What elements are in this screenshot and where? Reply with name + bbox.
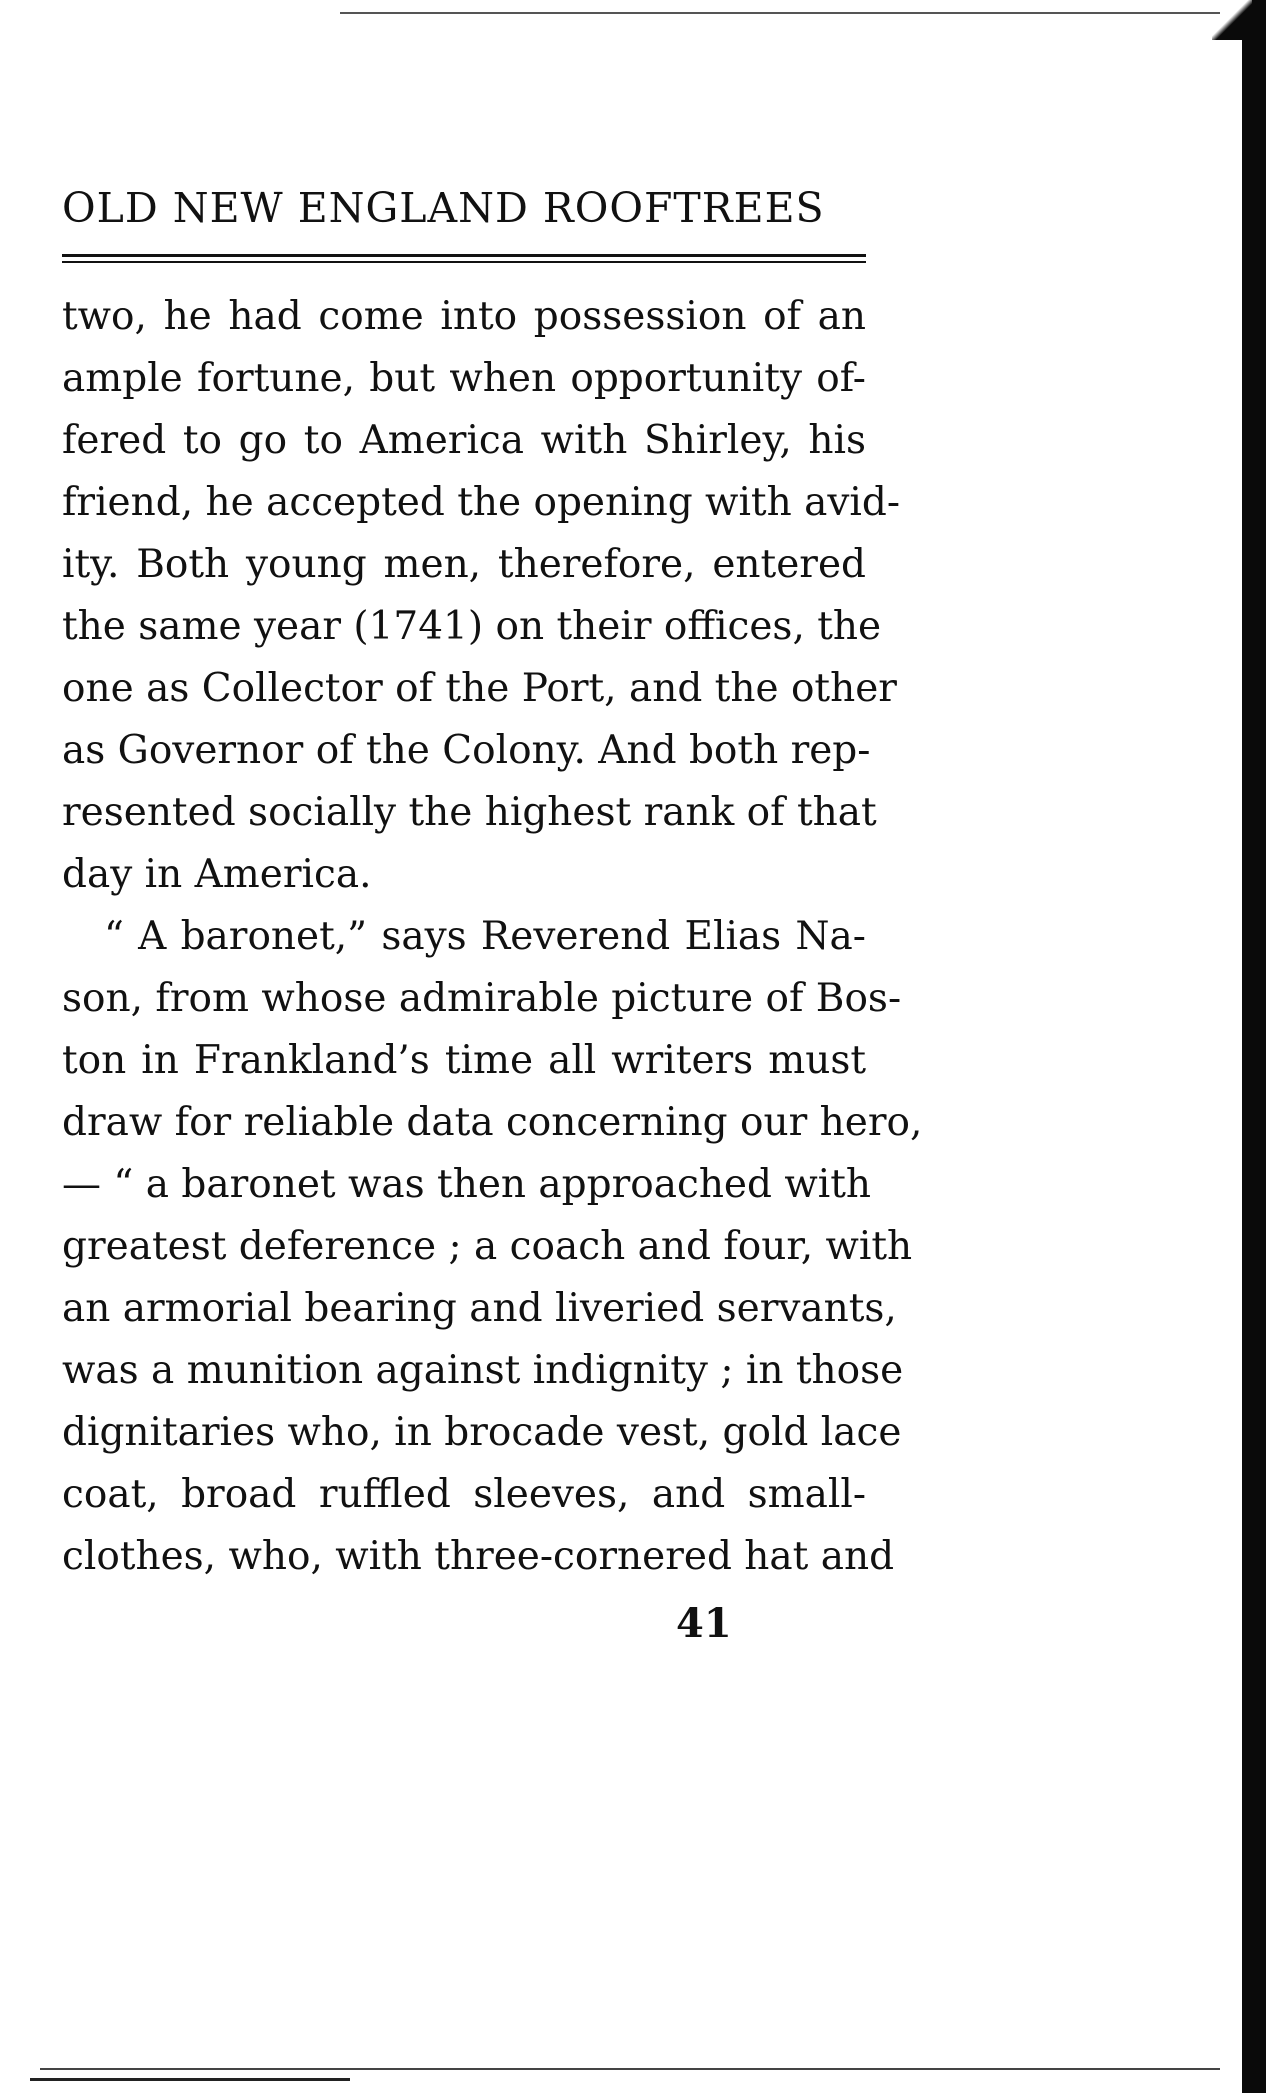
bottom-edge-line (40, 2068, 1220, 2070)
body-text (62, 286, 923, 1588)
text-line: the same year (1741) on their offices, the (62, 604, 882, 649)
text-line: friend, he accepted the opening with avid- (62, 480, 901, 525)
text-line: clothes, who, with three-cornered hat and (62, 1534, 895, 1579)
text-line: day in America. (62, 852, 372, 897)
text-line: as Governor of the Colony. And both rep- (62, 728, 871, 773)
page-edge-shadow (1242, 0, 1266, 2093)
text-line: ton in Frankland’s time all writers must (62, 1038, 866, 1083)
text-line: fered to go to America with Shirley, his (62, 418, 866, 463)
text-line: two, he had come into possession of an (62, 294, 866, 339)
page-number: 41 (676, 1600, 732, 1647)
text-line: dignitaries who, in brocade vest, gold lace (62, 1410, 902, 1455)
text-line: son, from whose admirable picture of Bos- (62, 976, 902, 1021)
page-corner-shadow (1212, 0, 1252, 40)
header-rule-thick (62, 254, 866, 257)
text-line: “ A baronet,” says Reverend Elias Na- (104, 914, 866, 959)
text-line: one as Collector of the Port, and the other (62, 666, 897, 711)
top-edge-line (340, 12, 1220, 14)
text-line: resented socially the highest rank of that (62, 790, 877, 835)
text-line: was a munition against indignity ; in those (62, 1348, 904, 1393)
text-line: greatest deference ; a coach and four, with (62, 1224, 913, 1269)
text-line: an armorial bearing and liveried servants, (62, 1286, 897, 1331)
bottom-edge-line-short (30, 2078, 350, 2081)
text-line: ity. Both young men, therefore, entered (62, 542, 866, 587)
text-line: ample fortune, but when opportunity of- (62, 356, 866, 401)
text-line: draw for reliable data concerning our hero, (62, 1100, 923, 1145)
header-rule-thin (62, 261, 866, 263)
text-line: — “ a baronet was then approached with (62, 1162, 872, 1207)
text-line: coat, broad ruffled sleeves, and small- (62, 1472, 866, 1517)
running-head: OLD NEW ENGLAND ROOFTREES (62, 184, 825, 232)
